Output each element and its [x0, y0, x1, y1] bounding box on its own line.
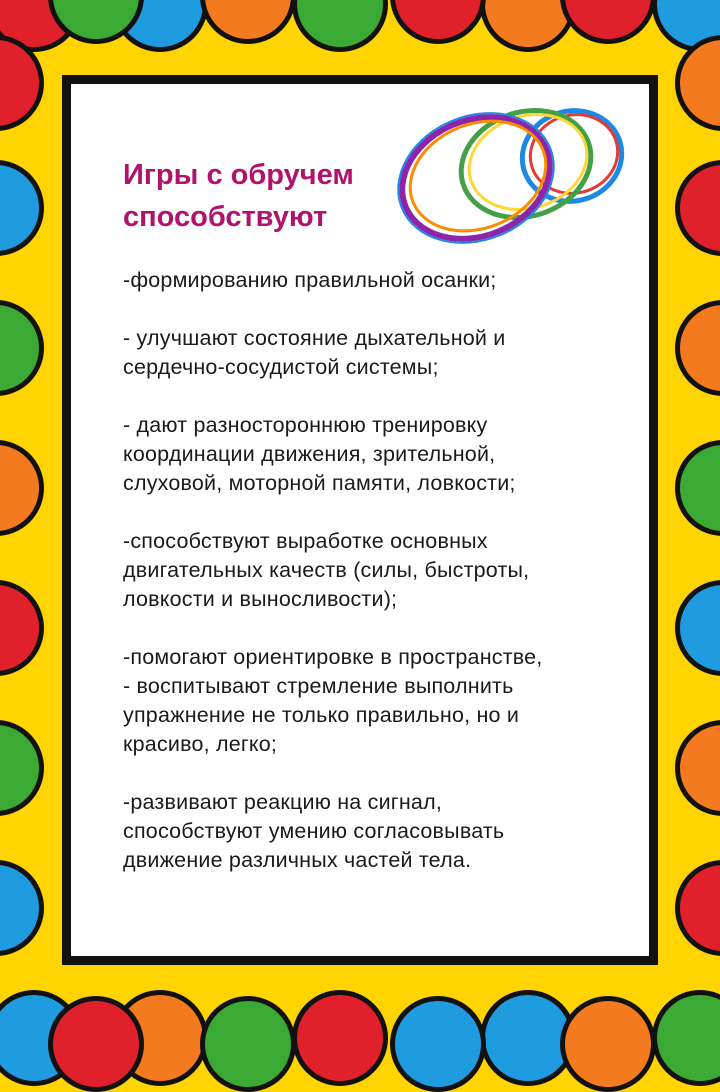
decorative-dot: [675, 440, 720, 536]
list-item: [123, 643, 643, 672]
title-line-2: способствуют: [123, 201, 328, 233]
decorative-dot: [675, 160, 720, 256]
list-item: [123, 324, 643, 382]
decorative-dot: [652, 990, 720, 1086]
decorative-dot: [200, 0, 296, 44]
decorative-dot: [0, 160, 44, 256]
decorative-dot: [560, 996, 656, 1092]
list-item-line: -развивают реакцию на сигнал,: [123, 790, 442, 814]
decorative-dot: [0, 720, 44, 816]
hoops-icon: [396, 98, 636, 248]
list-item-line: упражнение не только правильно, но и: [123, 703, 520, 727]
list-item-line: координации движения, зрительной,: [123, 442, 496, 466]
list-item-line: -формированию правильной осанки;: [123, 268, 497, 292]
decorative-dot: [560, 0, 656, 44]
benefits-list: [123, 266, 643, 904]
list-item: [123, 672, 643, 759]
decorative-dot: [675, 720, 720, 816]
list-item-line: двигательных качеств (силы, быстроты,: [123, 558, 530, 582]
list-item: [123, 266, 643, 295]
decorative-dot: [48, 996, 144, 1092]
decorative-dot: [675, 860, 720, 956]
decorative-dot: [292, 990, 388, 1086]
decorative-dot: [292, 0, 388, 52]
list-item-line: - воспитывают стремление выполнить: [123, 674, 514, 698]
decorative-dot: [0, 440, 44, 536]
list-item: [123, 411, 643, 498]
decorative-dot: [675, 35, 720, 131]
decorative-dot: [200, 996, 296, 1092]
decorative-dot: [0, 300, 44, 396]
list-item-line: - дают разностороннюю тренировку: [123, 413, 488, 437]
list-item-line: - улучшают состояние дыхательной и: [123, 326, 506, 350]
content-panel: [62, 75, 658, 965]
decorative-dot: [390, 996, 486, 1092]
decorative-dot: [390, 0, 486, 44]
list-item: [123, 527, 643, 614]
decorative-dot: [0, 860, 44, 956]
list-item-line: способствуют умению согласовывать: [123, 819, 505, 843]
list-item-line: -способствуют выработке основных: [123, 529, 488, 553]
decorative-dot: [675, 580, 720, 676]
list-item: [123, 788, 643, 875]
decorative-dot: [675, 300, 720, 396]
decorative-dot: [0, 580, 44, 676]
list-item-line: -помогают ориентировке в пространстве,: [123, 645, 543, 669]
list-item-line: движение различных частей тела.: [123, 848, 472, 872]
list-item-line: ловкости и выносливости);: [123, 587, 398, 611]
title-line-1: Игры с обручем: [123, 159, 354, 191]
page-title: [123, 154, 423, 238]
list-item-line: красиво, легко;: [123, 732, 278, 756]
list-item-line: сердечно-сосудистой системы;: [123, 355, 439, 379]
list-item-line: слуховой, моторной памяти, ловкости;: [123, 471, 516, 495]
